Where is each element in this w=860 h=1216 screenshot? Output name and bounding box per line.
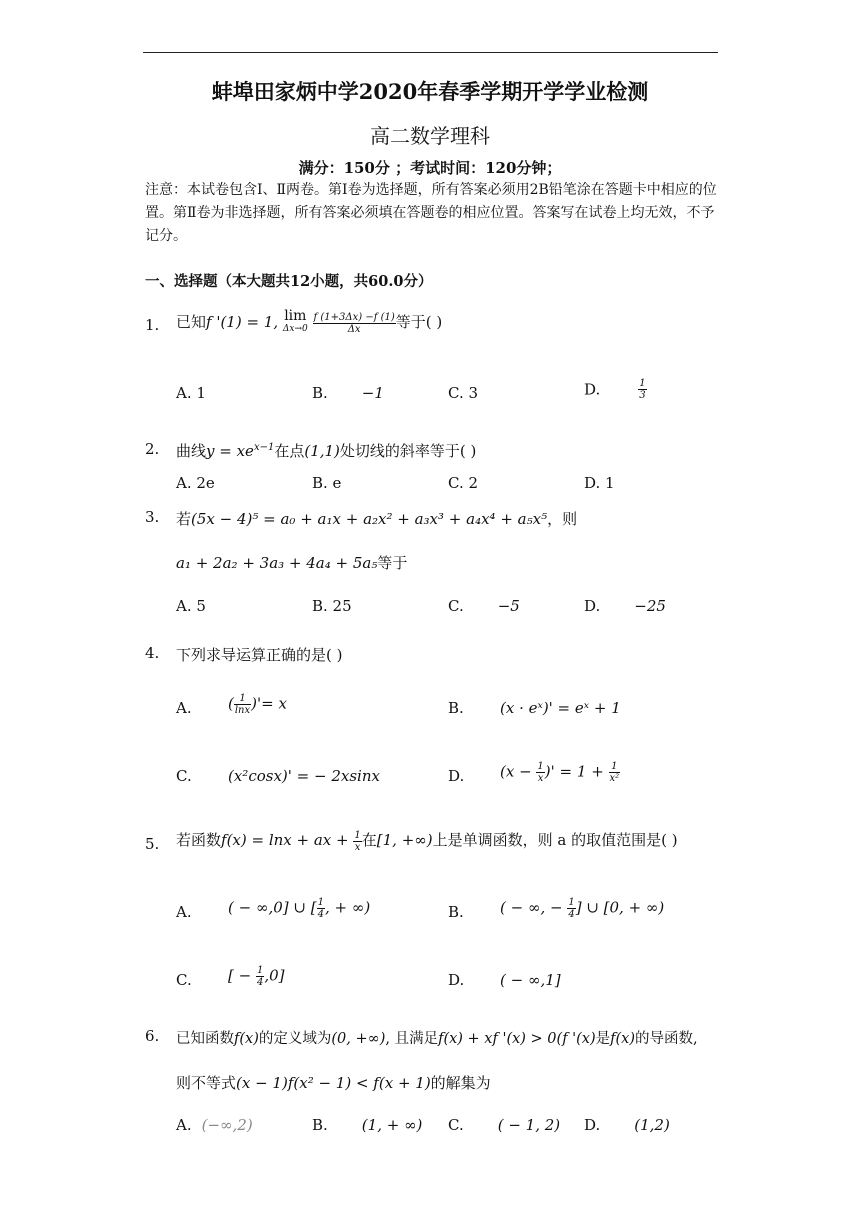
option-d-value: ( − ∞,1] (500, 971, 561, 989)
stem-math: y = xe (206, 442, 254, 460)
option-b: B. (448, 699, 464, 717)
fraction-denominator: x² (609, 773, 620, 784)
fraction-denominator: x (537, 773, 544, 784)
option-d-value (500, 761, 620, 784)
option-text: , + ∞) (324, 898, 371, 917)
option-text: [ − (228, 966, 256, 985)
option-a-value (228, 897, 370, 920)
stem-suffix: 等于( ) (395, 313, 443, 331)
option-b: B. e (312, 474, 342, 492)
question-3-line2 (176, 552, 407, 573)
fraction-numerator: 1 (568, 897, 575, 908)
option-label: C. (448, 1116, 464, 1134)
stem-text: 已知函数 (176, 1031, 234, 1047)
fraction-denominator: x (354, 841, 361, 853)
question-number: 2. (145, 440, 160, 458)
option-b (312, 1116, 422, 1134)
option-c: C. (176, 767, 192, 785)
stem-math: f(x) + xf '(x) > 0 (438, 1031, 557, 1047)
question-number: 5. (145, 835, 160, 853)
option-b-value (500, 897, 664, 920)
fraction-denominator: 4 (317, 909, 324, 920)
option-fraction (234, 693, 251, 716)
option-fraction (638, 378, 646, 401)
stem-fraction (353, 830, 361, 853)
stem-math: f(x) = lnx + ax + (221, 831, 354, 849)
question-6-line2 (176, 1072, 491, 1093)
question-2-stem (176, 440, 476, 461)
limit-label: lim (284, 308, 307, 324)
stem-text: 曲线 (176, 442, 207, 460)
stem-suffix: 的导函数, (635, 1031, 698, 1047)
fraction-denominator: 3 (639, 390, 646, 401)
option-text: ] ∪ [0, + ∞) (575, 898, 665, 917)
option-label: B. (312, 384, 328, 402)
option-c-value (228, 965, 285, 988)
option-label: D. (584, 1116, 601, 1134)
option-d: D. 1 (584, 474, 615, 492)
question-number: 4. (145, 644, 160, 662)
option-c: C. (176, 971, 192, 989)
stem-text: 在点 (274, 442, 305, 460)
option-fraction (567, 897, 575, 920)
limit-expression (283, 310, 308, 336)
option-label: A. (176, 699, 192, 717)
exam-subject: 高二数学理科 (370, 124, 490, 148)
stem-suffix: 等于 (377, 554, 408, 572)
section-title: 一、选择题（本大题共12小题，共60.0分） (145, 273, 433, 290)
fraction-numerator: 1 (234, 693, 251, 705)
option-a (176, 1116, 253, 1134)
option-a: A. 1 (176, 384, 206, 402)
stem-math: (f '(x) (556, 1031, 596, 1047)
option-text: )'= x (251, 694, 287, 713)
score-time-line: 满分：150分 ；考试时间：120分钟； (298, 159, 562, 177)
option-text: ( (228, 694, 234, 713)
question-number: 3. (145, 508, 160, 526)
option-c-value: (x²cosx)' = − 2xsinx (228, 767, 380, 785)
stem-text: 的定义域为 (258, 1031, 332, 1047)
fraction-numerator: 1 (317, 897, 324, 908)
fraction-denominator: 4 (568, 909, 575, 920)
stem-interval: [1, +∞) (376, 831, 433, 849)
option-label: B. (312, 1116, 328, 1134)
stem-math: f(x) (610, 1031, 636, 1047)
stem-text: 则不等式 (176, 1074, 237, 1092)
stem-text: 已知 (176, 313, 207, 331)
option-d (584, 378, 647, 401)
stem-math: (0, +∞) (331, 1031, 386, 1047)
option-value: ( − 1, 2) (497, 1116, 561, 1134)
stem-math: (x − 1)f(x² − 1) < f(x + 1) (236, 1074, 431, 1092)
option-c (448, 1116, 560, 1134)
option-b (312, 384, 384, 402)
fraction-numerator: 1 (609, 761, 621, 773)
question-3-stem (176, 508, 577, 529)
fraction-numerator: 1 (639, 378, 646, 389)
option-label: C. (448, 597, 464, 615)
option-a-value (228, 693, 287, 716)
option-value: (1,2) (634, 1116, 670, 1134)
option-a: A. 5 (176, 597, 206, 615)
header-rule (143, 52, 718, 53)
question-4-stem: 下列求导运算正确的是( ) (176, 646, 343, 664)
stem-text: , 且满足 (385, 1031, 439, 1047)
question-number: 6. (145, 1027, 160, 1045)
option-fraction (609, 761, 621, 784)
option-value: (−∞,2) (201, 1116, 253, 1134)
question-1-stem (176, 310, 442, 336)
option-a: A. 2e (176, 474, 215, 492)
question-6-stem (176, 1027, 698, 1048)
stem-math: f '(1) = 1, (206, 313, 283, 331)
stem-exponent: x−1 (253, 442, 275, 453)
option-c: C. 3 (448, 384, 479, 402)
option-text: ( − ∞,0] ∪ [ (228, 898, 317, 917)
stem-suffix: ，则 (547, 510, 578, 528)
fraction-denominator: lnx (234, 705, 251, 716)
fraction-numerator: 1 (537, 761, 544, 772)
option-a (176, 699, 192, 717)
option-value: −1 (361, 384, 384, 402)
stem-math: a₁ + 2a₂ + 3a₃ + 4a₄ + 5a₅ (176, 554, 378, 572)
option-label: D. (584, 380, 601, 399)
fraction-denominator: Δx (347, 323, 361, 335)
stem-math: (5x − 4)⁵ = a₀ + a₁x + a₂x² + a₃x³ + a₄x⁴ + a₅x⁵ (191, 510, 548, 528)
exam-title: 蚌埠田家炳中学2020年春季学期开学学业检测 (211, 79, 649, 104)
fraction-denominator: 4 (256, 977, 264, 988)
option-b-value: (x · eˣ)' = eˣ + 1 (500, 699, 621, 717)
option-text: (x − (500, 762, 537, 781)
option-d: D. (448, 767, 465, 785)
stem-text: 若函数 (176, 831, 222, 849)
option-fraction (317, 897, 325, 920)
stem-suffix: 处切线的斜率等于( ) (339, 442, 477, 460)
option-a: A. (176, 903, 192, 921)
fraction (313, 312, 396, 335)
limit-subscript: Δx→0 (282, 324, 308, 334)
option-value: −5 (497, 597, 520, 615)
option-label: D. (584, 597, 601, 615)
option-text: ( − ∞, − (500, 898, 568, 917)
fraction-numerator: f (1+3Δx) −f (1) (313, 311, 395, 323)
option-label: A. (176, 1116, 192, 1134)
stem-math: f(x) (234, 1031, 259, 1047)
stem-text: 在 (361, 831, 377, 849)
option-b: B. (448, 903, 464, 921)
option-text: ,0] (264, 966, 285, 985)
option-value: (1, + ∞) (361, 1116, 423, 1134)
stem-point: (1,1) (304, 442, 340, 460)
option-c: C. 2 (448, 474, 479, 492)
fraction-numerator: 1 (354, 829, 361, 841)
option-b: B. 25 (312, 597, 352, 615)
option-c (448, 597, 520, 615)
option-d (584, 1116, 670, 1134)
fraction-numerator: 1 (256, 965, 264, 976)
option-d (584, 597, 666, 615)
stem-text: 是 (595, 1031, 611, 1047)
stem-text: 若 (176, 510, 192, 528)
stem-suffix: 上是单调函数，则 a 的取值范围是( ) (432, 831, 678, 849)
option-d: D. (448, 971, 465, 989)
option-fraction (536, 761, 544, 784)
option-text: )' = 1 + (544, 762, 609, 781)
question-5-stem (176, 829, 678, 853)
exam-notice: 注意：本试卷包含Ⅰ、Ⅱ两卷。第Ⅰ卷为选择题，所有答案必须用2B铅笔涂在答题卡中相应的位置。第Ⅱ卷为非选择题，所有答案必须填在答题卷的相应位置。答案写在试卷上均无效，不予记分。 (145, 182, 717, 244)
question-number: 1. (145, 316, 160, 334)
stem-suffix: 的解集为 (430, 1074, 491, 1092)
option-value: −25 (634, 597, 666, 615)
